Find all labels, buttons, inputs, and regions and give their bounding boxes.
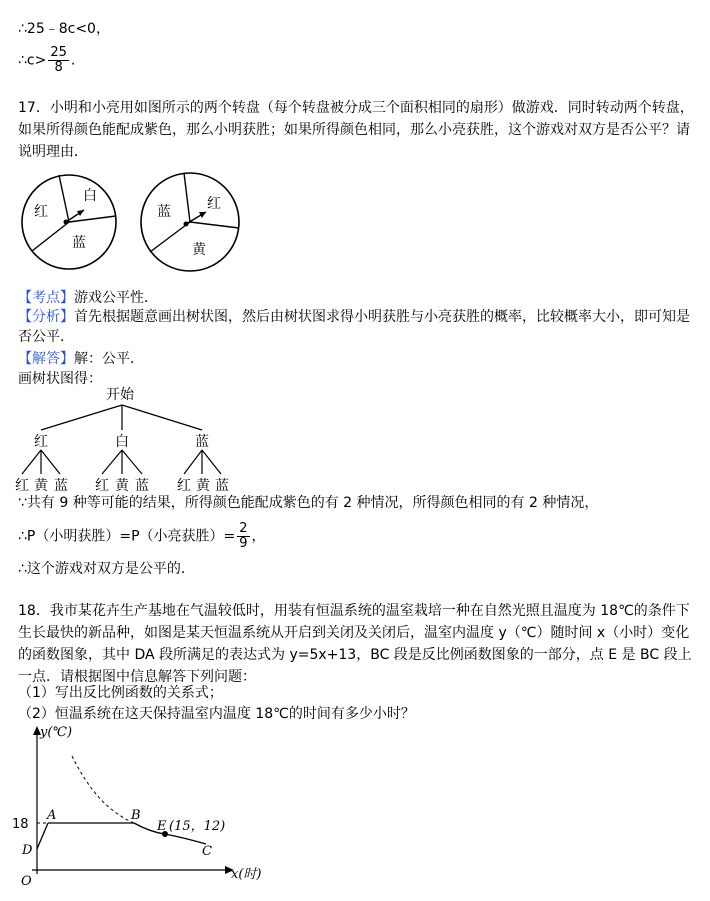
tree-diagram	[14, 384, 254, 496]
tree-l2-6: 蓝	[135, 478, 149, 494]
kaodian-tag: 【考点】	[18, 290, 74, 306]
tree-l1-red: 红	[34, 434, 48, 450]
question-17-text: 17．小明和小亮用如图所示的两个转盘（每个转盘被分成三个面积相同的扇形）做游戏．同时转动两个转盘，如果所得颜色能配成紫色，那么小明获胜；如果所得颜色相同，那么小亮获胜，这个游戏对双方是否公平？请说明理由．	[18, 100, 694, 160]
jieda-line	[18, 350, 144, 368]
label-C: C	[202, 844, 212, 859]
y-axis-label: y(℃)	[40, 725, 73, 740]
temperature-graph	[10, 722, 280, 894]
spinner-1	[22, 175, 116, 269]
probability-line	[18, 522, 266, 551]
fraction-numerator: 25	[50, 45, 67, 60]
conclusion-c-line	[18, 46, 75, 75]
c-suffix: .	[70, 52, 76, 69]
jieda-text: 解：公平．	[74, 351, 144, 367]
tree-root: 开始	[106, 387, 134, 403]
fenxi-tag: 【分析】	[18, 309, 74, 325]
spinner-2	[141, 173, 239, 271]
kaodian-text: 游戏公平性．	[74, 290, 158, 306]
prob-suffix: ，	[251, 528, 266, 545]
fraction-denominator: 8	[54, 60, 63, 75]
spinner-2-red: 红	[207, 196, 221, 212]
x-axis-label: x(时)	[231, 867, 262, 882]
tree-l2-1: 红	[15, 478, 29, 494]
c-prefix: ∴c>	[18, 52, 47, 69]
question-18-text: 18．我市某花卉生产基地在气温较低时，用装有恒温系统的温室栽培一种在自然光照且温度为 18℃的条件下生长最快的新品种，如图是某天恒温系统从开启到关闭及关闭后，温室内温度 y（℃）随时间 x（小时）变化的函数图象，其中 DA 段所满足的表达式为 y=5x+13，BC 段是反比例函数图象的一部分，点 E 是 BC 段上一点．请根据图中信息解答下列问题：	[18, 603, 692, 685]
fair-conclusion: ∴这个游戏对双方是公平的．	[18, 561, 195, 577]
label-A: A	[47, 808, 57, 823]
prob-prefix: ∴P（小明获胜）=P（小亮获胜）=	[18, 528, 236, 545]
fraction-2-9	[237, 522, 249, 551]
tree-l2-8: 黄	[196, 478, 210, 494]
fenxi-line	[18, 307, 702, 347]
tree-l2-4: 红	[95, 478, 109, 494]
result-line: ∵共有 9 种等可能的结果，所得颜色能配成紫色的有 2 种情况，所得颜色相同的有 2 种情况，	[18, 495, 599, 511]
q18-sub2: （2）恒温系统在这天保持温室内温度 18℃的时间有多少小时？	[18, 706, 415, 722]
tree-l2-3: 蓝	[54, 478, 68, 494]
inequality-line: ∴25﹣8c<0，	[18, 21, 110, 37]
kaodian-line	[18, 289, 158, 307]
tree-l2-5: 黄	[115, 478, 129, 494]
prob-numerator: 2	[239, 521, 248, 536]
tree-intro: 画树状图得：	[18, 371, 102, 387]
origin-label: O	[21, 874, 32, 889]
tree-l2-7: 红	[177, 478, 191, 494]
fraction-25-8	[48, 46, 69, 75]
spinner-1-red: 红	[34, 204, 48, 220]
spinner-1-white: 白	[83, 188, 97, 204]
q18-sub1: （1）写出反比例函数的关系式；	[18, 685, 223, 701]
label-B: B	[131, 808, 141, 823]
label-E-coords: (15，12)	[169, 819, 226, 834]
tree-l2-9: 蓝	[215, 478, 229, 494]
tree-l2-2: 黄	[34, 478, 48, 494]
segment-DA	[37, 823, 48, 849]
label-E: E	[157, 819, 167, 834]
tree-l1-white: 白	[115, 434, 129, 450]
spinner-1-blue: 蓝	[72, 235, 86, 251]
hyperbola-dashed	[72, 756, 134, 823]
y-tick-18: 18	[12, 817, 29, 832]
spinner-2-yellow: 黄	[192, 242, 206, 258]
jieda-tag: 【解答】	[18, 351, 74, 367]
label-D: D	[22, 843, 33, 858]
prob-denominator: 9	[239, 536, 248, 551]
spinners-figure	[14, 168, 246, 278]
fenxi-text: 首先根据题意画出树状图，然后由树状图求得小明获胜与小亮获胜的概率，比较概率大小，即可知是否公平．	[18, 309, 690, 345]
spinner-2-blue: 蓝	[157, 204, 171, 220]
tree-l1-blue: 蓝	[195, 434, 209, 450]
